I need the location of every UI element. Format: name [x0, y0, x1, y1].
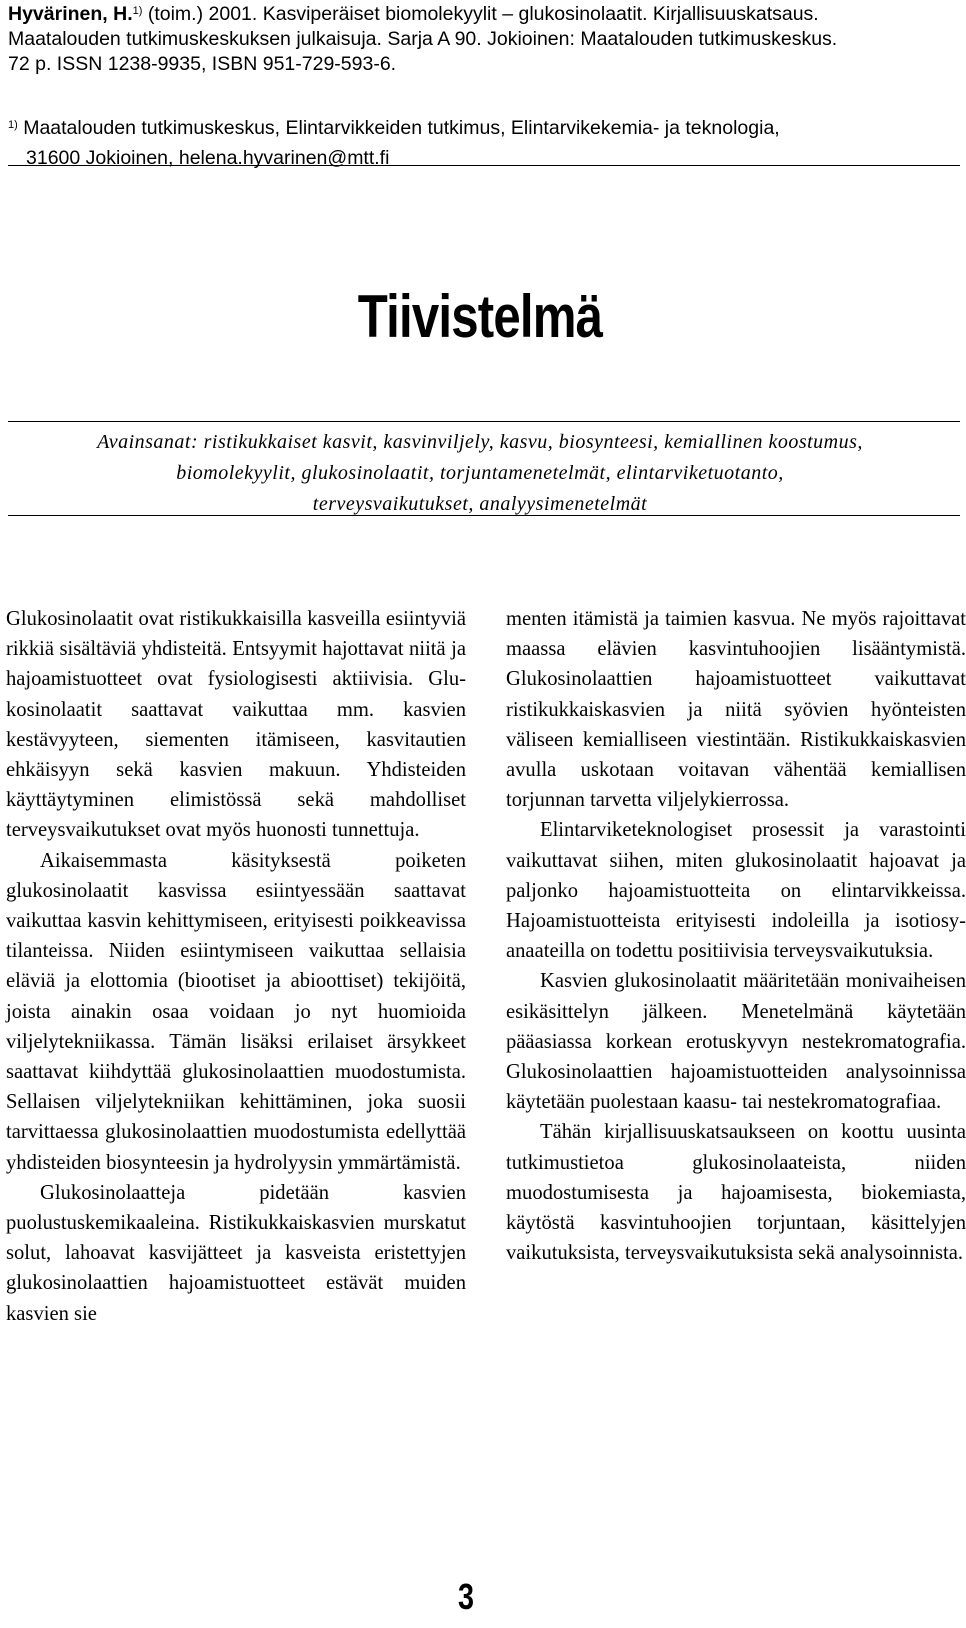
keywords-block — [20, 427, 940, 520]
affiliation-line-1 — [8, 113, 960, 143]
header-divider — [8, 165, 960, 166]
keywords-line-1: Avainsanat: ristikukkaiset kasvit, kasvinviljely, kasvu, biosynteesi, kemiallinen koostumus, — [97, 431, 863, 453]
citation-text-1: (toim.) 2001. Kasviperäiset biomolekyylit – glukosinolaatit. Kirjallisuuskatsaus. — [142, 3, 819, 25]
affiliation-text-1: Maatalouden tutkimuskeskus, Elintarvikkeiden tutkimus, Elintarvikekemia- ja teknologia, — [17, 117, 780, 139]
paragraph: Tähän kirjallisuuskatsaukseen on koottu uusinta tutkimustietoa glukosinolaateista, niiden muodostumisesta ja hajoamisesta, biokemiasta, käytöstä kasvintuhoojien torjuntaan, käsittelyjen vaikutuksista, terveysvaikutuksista sekä analysoinnista. — [506, 1121, 966, 1265]
keywords-bottom-divider — [8, 515, 960, 516]
affiliation-footnote-marker: 1) — [8, 119, 18, 131]
body-column-right — [506, 604, 966, 1268]
keywords-line-2: biomolekyylit, glukosinolaatit, torjuntamenetelmät, elintarviketuotanto, — [176, 462, 784, 484]
affiliation-line-2: 31600 Jokioinen, helena.hyvarinen@mtt.fi — [26, 147, 390, 169]
paragraph: menten itämistä ja taimien kasvua. Ne myös rajoittavat maassa elävien kasvintuhoojien lisääntymistä. Glukosinolaattien hajoamistuotteet vaikuttavat ristikukkaiskasvien ja niitä syövien hyönteisten väliseen kemialliseen viestintään. Ristikukkaiskasvien avulla uskotaan voitavan vähentää kemiallisen torjunnan tarvetta viljelykierrossa. — [506, 608, 966, 812]
paragraph: Aikaisemmasta käsityksestä poiketen glukosinolaatit kasvissa esiintyessään saattavat vaikuttaa kasvin kehittymiseen, erityisesti poikkeavissa tilanteissa. Niiden esiintymiseen vaikuttaa sellaisia eläviä ja elottomia (biootiset ja abioottiset) tekijöitä, joista ainakin osaa voidaan jo nyt huomioida viljelytekniikassa. Tämän lisäksi erilaiset ärsykkeet saattavat kiihdyttää glukosinolaattien muodostumista. Sellaisen viljelytekniikan kehittäminen, joka suosii tarvittaessa glukosinolaattien muodostumista edellyttää yhdisteiden biosynteesin ja hydrolyysin ymmärtämistä. — [6, 849, 466, 1174]
keywords-line-3: terveysvaikutukset, analyysimenetelmät — [312, 493, 648, 515]
citation-block — [8, 2, 960, 77]
page-title: Tiivistelmä — [357, 283, 603, 350]
paragraph: Elintarviketeknologiset prosessit ja varastointi vaikuttavat siihen, miten glukosinolaatit hajoavat ja paljonko hajoamistuotteita on elintarvikkeissa. Hajoamistuotteista erityisesti indoleilla ja isotiosyanaateilla on todettu positiivisia terveysvaikutuksia. — [506, 819, 966, 963]
page-number: 3 — [458, 1576, 475, 1617]
body-column-left — [6, 604, 466, 1329]
citation-line-2: Maatalouden tutkimuskeskuksen julkaisuja. Sarja A 90. Jokioinen: Maatalouden tutkimuskeskus. — [8, 28, 838, 50]
paragraph: Glukosinolaatteja pidetään kasvien puolustuskemikaaleina. Ristikukkaiskasvien murskatut solut, lahoavat kasvijätteet ja kasveista eristettyjen glukosinolaattien hajoamistuotteet estävät muiden kasvien sie — [6, 1181, 466, 1325]
citation-author: Hyvärinen, H. — [8, 3, 133, 25]
citation-line-3: 72 p. ISSN 1238-9935, ISBN 951-729-593-6. — [8, 53, 397, 75]
author-affiliation — [8, 113, 960, 173]
citation-author-footnote-marker: 1) — [132, 5, 143, 17]
keywords-top-divider — [8, 421, 960, 422]
citation-line-1 — [8, 2, 960, 27]
paragraph: Glukosinolaatit ovat ristikukkaisilla kasveilla esiintyviä rikkiä sisältäviä yhdisteitä. Entsyymit hajottavat niitä ja hajoamistuotteet ovat fysiologisesti aktiivisia. Glukosinolaatit saattavat vaikuttaa mm. kasvien kestävyyteen, siementen itämiseen, kasvitautien ehkäisyyn sekä kasvien makuun. Yhdisteiden käyttäytyminen elimistössä sekä mahdolliset terveysvaikutukset ovat myös huonosti tunnettuja. — [6, 608, 466, 842]
paragraph: Kasvien glukosinolaatit määritetään monivaiheisen esikäsittelyn jälkeen. Menetelmänä käytetään pääasiassa korkean erotuskyvyn nestekromatografia. Glukosinolaattien hajoamistuotteiden analysoinnissa käytetään puolestaan kaasu- tai nestekromatografiaa. — [506, 970, 966, 1114]
